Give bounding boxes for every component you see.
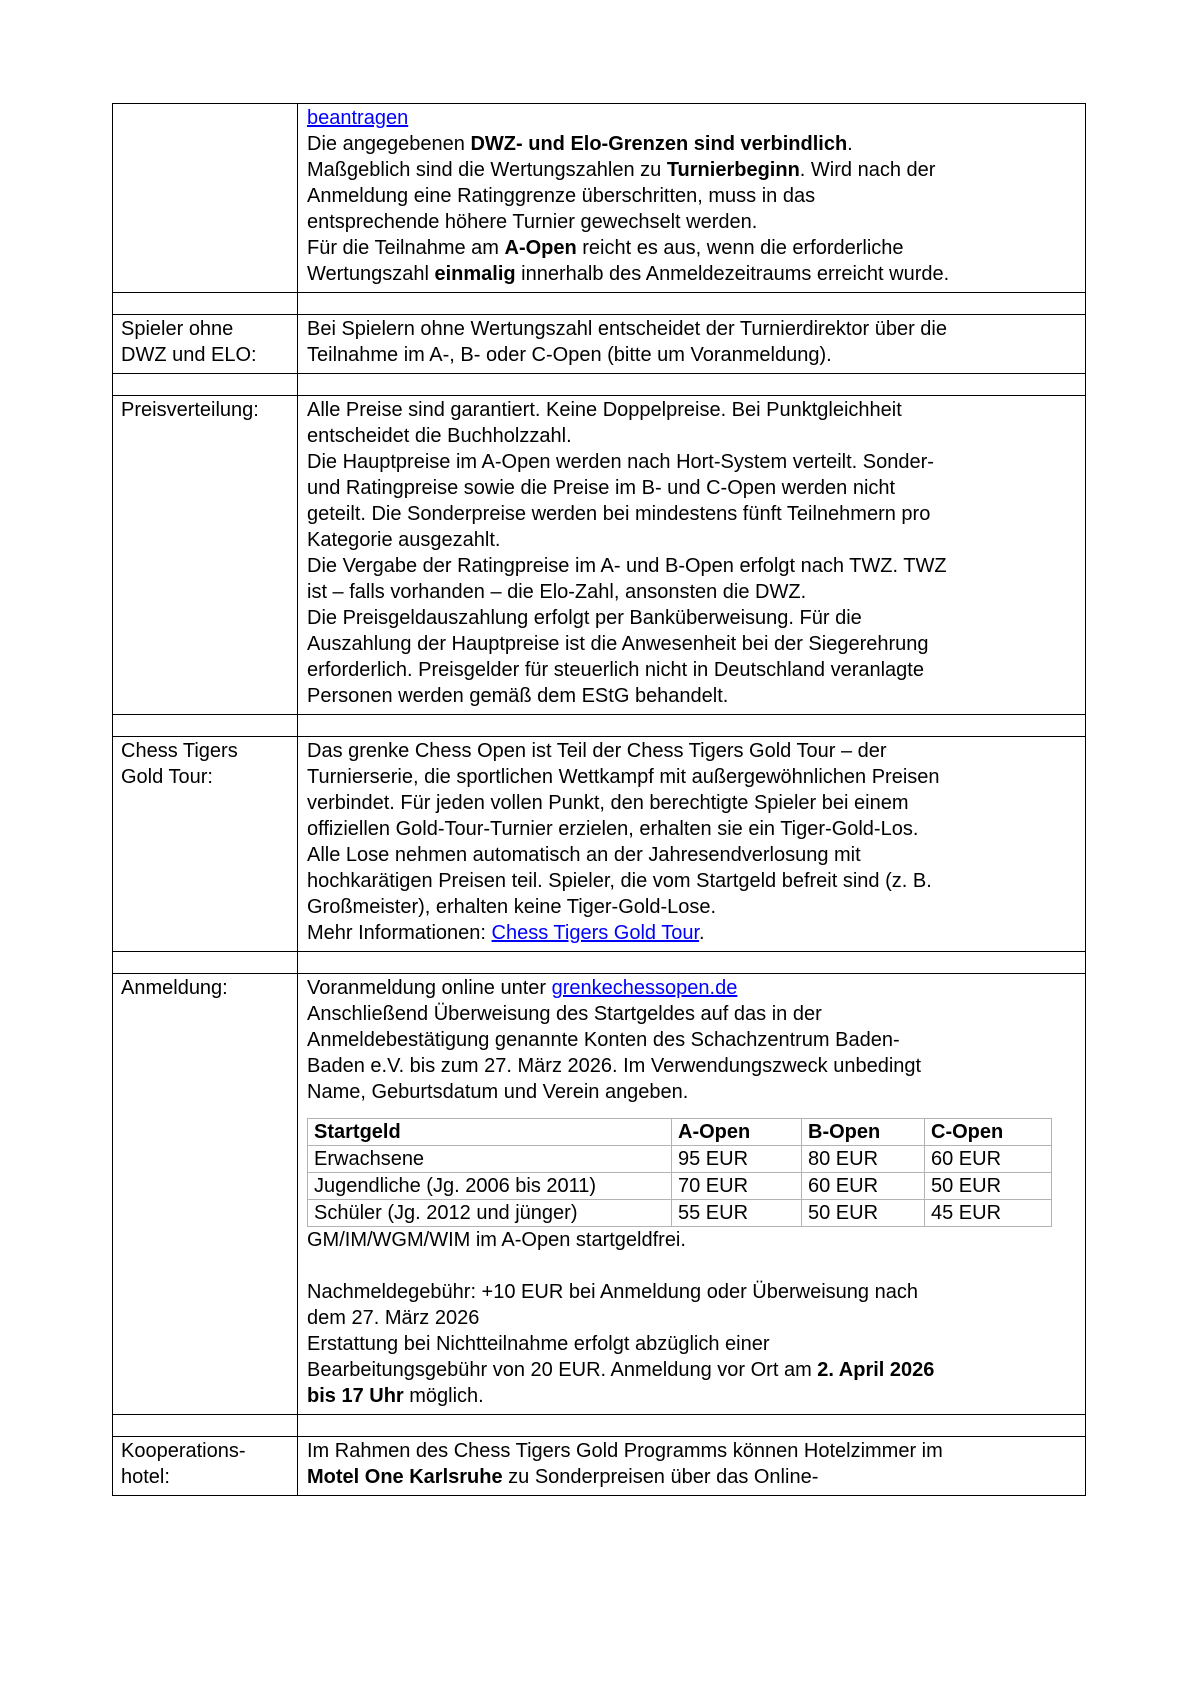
label-line: Anmeldung: — [121, 977, 228, 999]
text-segment: Die Vergabe der Ratingpreise im A- und B-Open erfolgt nach TWZ. TWZ — [307, 555, 947, 577]
text-segment: bis 17 Uhr — [307, 1385, 404, 1407]
text-segment: Wertungszahl — [307, 263, 435, 285]
text-segment: Maßgeblich sind die Wertungszahlen zu — [307, 159, 667, 181]
row-kooperationshotel — [113, 1437, 1086, 1496]
text-line — [307, 1227, 1077, 1253]
text-line — [307, 316, 1077, 342]
text-line — [307, 235, 1077, 261]
text-segment: A-Open — [504, 237, 577, 259]
row-label — [113, 1415, 298, 1437]
row-content — [298, 374, 1086, 396]
row-label — [113, 396, 298, 715]
row-chess-tigers-gold-tour — [113, 737, 1086, 952]
row-label — [113, 374, 298, 396]
text-segment: Anmeldebestätigung genannte Konten des Schachzentrum Baden- — [307, 1029, 900, 1051]
text-line — [307, 894, 1077, 920]
text-segment: Personen werden gemäß dem EStG behandelt. — [307, 685, 729, 707]
row-label — [113, 315, 298, 374]
text-line — [307, 423, 1077, 449]
text-segment: möglich. — [403, 1385, 484, 1407]
startgeld-cell: 60 EUR — [802, 1173, 925, 1200]
text-line — [307, 605, 1077, 631]
text-line — [307, 527, 1077, 553]
spacer-row — [113, 952, 1086, 974]
startgeld-table — [307, 1118, 1052, 1227]
text-line — [307, 657, 1077, 683]
startgeld-row — [308, 1200, 1052, 1227]
text-line — [307, 1027, 1077, 1053]
startgeld-cell: 60 EUR — [925, 1146, 1052, 1173]
text-segment: einmalig — [434, 263, 516, 285]
label-line: Kooperations- — [121, 1440, 246, 1462]
text-segment: dem 27. März 2026 — [307, 1307, 480, 1329]
row-content — [298, 1437, 1086, 1496]
startgeld-row — [308, 1146, 1052, 1173]
text-segment: geteilt. Die Sonderpreise werden bei mindestens fünft Teilnehmern pro — [307, 503, 931, 525]
startgeld-cell: Erwachsene — [308, 1146, 672, 1173]
startgeld-header-row — [308, 1119, 1052, 1146]
spacer-row — [113, 1415, 1086, 1437]
text-line — [307, 449, 1077, 475]
text-segment: Die Preisgeldauszahlung erfolgt per Banküberweisung. Für die — [307, 607, 862, 629]
text-line — [307, 131, 1077, 157]
column-header: A-Open — [672, 1119, 802, 1146]
text-line — [307, 501, 1077, 527]
row-label — [113, 293, 298, 315]
text-segment: GM/IM/WGM/WIM im A-Open startgeldfrei. — [307, 1229, 686, 1251]
chess-tigers-gold-tour-link[interactable]: Chess Tigers Gold Tour — [491, 922, 700, 944]
text-line — [307, 842, 1077, 868]
text-segment: innerhalb des Anmeldezeitraums erreicht wurde. — [515, 263, 950, 285]
text-segment: reicht es aus, wenn die erforderliche — [576, 237, 904, 259]
document-table-body — [113, 104, 1086, 1496]
label-line: DWZ und ELO: — [121, 344, 257, 366]
row-label — [113, 737, 298, 952]
text-line — [307, 920, 1077, 946]
row-content — [298, 104, 1086, 293]
text-line — [307, 157, 1077, 183]
text-segment: Voranmeldung online unter — [307, 977, 552, 999]
text-segment: entsprechende höhere Turnier gewechselt werden. — [307, 211, 758, 233]
row-label — [113, 974, 298, 1415]
label-line: hotel: — [121, 1466, 170, 1488]
startgeld-cell: 80 EUR — [802, 1146, 925, 1173]
spacer-row — [113, 293, 1086, 315]
text-segment: Name, Geburtsdatum und Verein angeben. — [307, 1081, 689, 1103]
text-line — [307, 1331, 1077, 1357]
text-line — [307, 683, 1077, 709]
text-line — [307, 975, 1077, 1001]
text-segment: Motel One Karlsruhe — [307, 1466, 503, 1488]
startgeld-cell: Jugendliche (Jg. 2006 bis 2011) — [308, 1173, 672, 1200]
text-segment: Teilnahme im A-, B- oder C-Open (bitte um Voranmeldung). — [307, 344, 832, 366]
text-segment: DWZ- und Elo-Grenzen sind verbindlich — [470, 133, 848, 155]
row-preisverteilung — [113, 396, 1086, 715]
text-segment: Großmeister), erhalten keine Tiger-Gold-Lose. — [307, 896, 717, 918]
text-segment: Das grenke Chess Open ist Teil der Chess Tigers Gold Tour – der — [307, 740, 887, 762]
label-line: Spieler ohne — [121, 318, 234, 340]
text-line — [307, 1253, 1077, 1279]
startgeld-cell: 45 EUR — [925, 1200, 1052, 1227]
row-content — [298, 293, 1086, 315]
text-line — [307, 342, 1077, 368]
text-line — [307, 1357, 1077, 1383]
text-line — [307, 738, 1077, 764]
text-segment: und Ratingpreise sowie die Preise im B- und C-Open werden nicht — [307, 477, 896, 499]
text-line — [307, 1438, 1077, 1464]
text-line — [307, 790, 1077, 816]
startgeld-cell: 50 EUR — [925, 1173, 1052, 1200]
text-line — [307, 1079, 1077, 1105]
text-line — [307, 397, 1077, 423]
text-segment: Anschließend Überweisung des Startgeldes auf das in der — [307, 1003, 822, 1025]
row-content — [298, 1415, 1086, 1437]
text-segment: Mehr Informationen: — [307, 922, 492, 944]
label-line: Chess Tigers — [121, 740, 238, 762]
row-anmeldung — [113, 974, 1086, 1415]
text-line — [307, 1001, 1077, 1027]
text-line — [307, 261, 1077, 287]
text-line — [307, 1383, 1077, 1409]
text-line — [307, 553, 1077, 579]
text-line — [307, 764, 1077, 790]
label-line: Preisverteilung: — [121, 399, 259, 421]
text-line — [307, 209, 1077, 235]
document-table — [112, 103, 1086, 1496]
text-line — [307, 1279, 1077, 1305]
text-segment: . — [699, 922, 705, 944]
text-segment: Alle Preise sind garantiert. Keine Doppelpreise. Bei Punktgleichheit — [307, 399, 902, 421]
text-segment: verbindet. Für jeden vollen Punkt, den berechtigte Spieler bei einem — [307, 792, 909, 814]
text-segment: Baden e.V. bis zum 27. März 2026. Im Verwendungszweck unbedingt — [307, 1055, 922, 1077]
text-line — [307, 631, 1077, 657]
row-rating-limits — [113, 104, 1086, 293]
text-segment: Nachmeldegebühr: +10 EUR bei Anmeldung oder Überweisung nach — [307, 1281, 918, 1303]
startgeld-cell: 50 EUR — [802, 1200, 925, 1227]
column-header: Startgeld — [308, 1119, 672, 1146]
text-segment: erforderlich. Preisgelder für steuerlich nicht in Deutschland veranlagte — [307, 659, 924, 681]
text-segment: Turnierserie, die sportlichen Wettkampf mit außergewöhnlichen Preisen — [307, 766, 940, 788]
text-segment: . — [847, 133, 853, 155]
grenkechessopen-link[interactable]: grenkechessopen.de — [551, 977, 738, 999]
row-spieler-ohne-dwz-elo — [113, 315, 1086, 374]
text-segment: Im Rahmen des Chess Tigers Gold Programms können Hotelzimmer im — [307, 1440, 943, 1462]
text-segment: Die Hauptpreise im A-Open werden nach Hort-System verteilt. Sonder- — [307, 451, 934, 473]
text-line — [307, 1305, 1077, 1331]
text-segment: Auszahlung der Hauptpreise ist die Anwesenheit bei der Siegerehrung — [307, 633, 929, 655]
startgeld-row — [308, 1173, 1052, 1200]
text-segment: Anmeldung eine Ratinggrenze überschritten, muss in das — [307, 185, 816, 207]
text-segment: 2. April 2026 — [817, 1359, 935, 1381]
text-segment: hochkarätigen Preisen teil. Spieler, die vom Startgeld befreit sind (z. B. — [307, 870, 932, 892]
text-line — [307, 868, 1077, 894]
row-content — [298, 737, 1086, 952]
text-segment: Kategorie ausgezahlt. — [307, 529, 501, 551]
row-content — [298, 715, 1086, 737]
spacer-row — [113, 715, 1086, 737]
beantragen-link[interactable]: beantragen — [307, 107, 409, 129]
startgeld-cell: 95 EUR — [672, 1146, 802, 1173]
column-header: B-Open — [802, 1119, 925, 1146]
row-label — [113, 952, 298, 974]
row-content — [298, 974, 1086, 1415]
text-segment: offiziellen Gold-Tour-Turnier erzielen, erhalten sie ein Tiger-Gold-Los. — [307, 818, 919, 840]
column-header: C-Open — [925, 1119, 1052, 1146]
text-line — [307, 579, 1077, 605]
row-label — [113, 715, 298, 737]
text-line — [307, 816, 1077, 842]
text-segment: Bearbeitungsgebühr von 20 EUR. Anmeldung vor Ort am — [307, 1359, 818, 1381]
startgeld-cell: 70 EUR — [672, 1173, 802, 1200]
spacer-row — [113, 374, 1086, 396]
row-label — [113, 1437, 298, 1496]
text-segment: Alle Lose nehmen automatisch an der Jahresendverlosung mit — [307, 844, 861, 866]
text-segment: entscheidet die Buchholzzahl. — [307, 425, 572, 447]
text-segment: Für die Teilnahme am — [307, 237, 505, 259]
label-line: Gold Tour: — [121, 766, 213, 788]
row-content — [298, 952, 1086, 974]
row-content — [298, 315, 1086, 374]
text-line — [307, 475, 1077, 501]
startgeld-cell: Schüler (Jg. 2012 und jünger) — [308, 1200, 672, 1227]
text-segment: Turnierbeginn — [666, 159, 800, 181]
startgeld-cell: 55 EUR — [672, 1200, 802, 1227]
text-segment: Erstattung bei Nichtteilnahme erfolgt abzüglich einer — [307, 1333, 770, 1355]
text-line — [307, 1053, 1077, 1079]
text-segment: zu Sonderpreisen über das Online- — [502, 1466, 819, 1488]
text-line — [307, 105, 1077, 131]
text-line — [307, 183, 1077, 209]
text-segment: . Wird nach der — [799, 159, 936, 181]
text-segment: Bei Spielern ohne Wertungszahl entscheidet der Turnierdirektor über die — [307, 318, 947, 340]
text-segment: Die angegebenen — [307, 133, 471, 155]
row-content — [298, 396, 1086, 715]
row-label — [113, 104, 298, 293]
text-segment: ist – falls vorhanden – die Elo-Zahl, ansonsten die DWZ. — [307, 581, 807, 603]
text-line — [307, 1464, 1077, 1490]
